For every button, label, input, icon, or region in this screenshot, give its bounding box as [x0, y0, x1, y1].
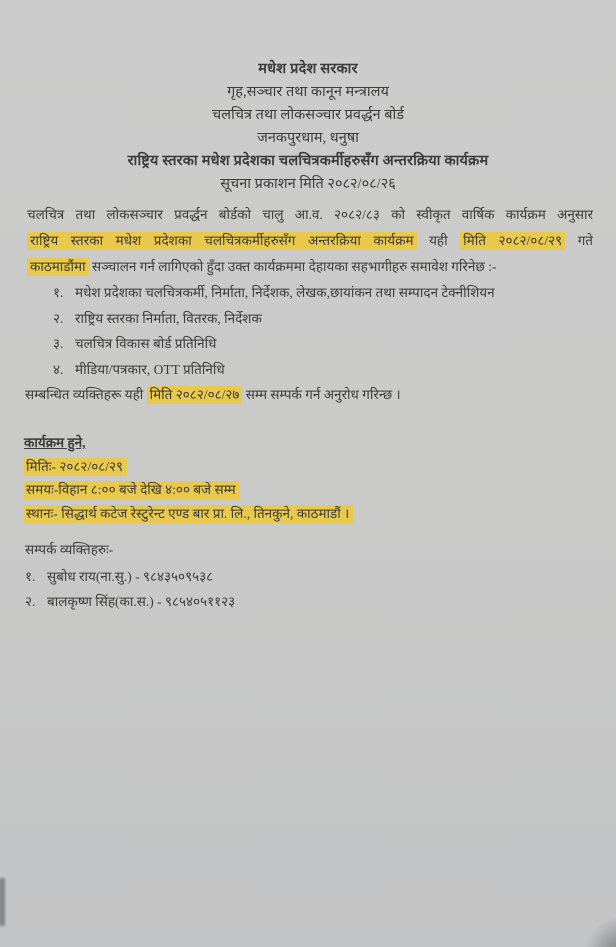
participants-list [53, 280, 598, 382]
list-item [53, 306, 598, 332]
government-name: मधेश प्रदेश सरकार [258, 61, 358, 77]
list-item-number: ४. [53, 361, 64, 377]
contact-deadline-note [25, 384, 600, 406]
notice-body-paragraph [27, 202, 593, 280]
ministry-name: गृह,सञ्चार तथा कानून मन्त्रालय [227, 84, 389, 100]
scan-page-shadow [96, 941, 616, 947]
list-item-text: मधेश प्रदेशका चलचित्रकर्मी, निर्माता, निर्देशक, लेखक,छायांकन तथा सम्पादन टेक्नीशियन [75, 285, 495, 300]
list-item-number: ३. [53, 336, 64, 351]
document-header [0, 58, 616, 196]
list-item [53, 357, 598, 383]
event-details-block [24, 431, 599, 525]
event-section-heading: कार्यक्रम हुने, [24, 435, 86, 450]
paragraph-line-2 [27, 228, 593, 254]
list-item [53, 280, 598, 306]
event-date-line: मितिः- २०८२/०८/२९ [24, 458, 127, 476]
paragraph-text: यही [429, 233, 448, 248]
paragraph-text: सञ्चालन गर्न लागिएको हुँदा उक्त कार्यक्रममा देहायका सहभागीहरु समावेश गरिनेछ :- [91, 259, 497, 274]
note-text: सम्म सम्पर्क गर्न अनुरोध गरिन्छ । [245, 387, 401, 402]
scan-edge-smudge [0, 878, 5, 926]
contacts-heading: सम्पर्क व्यक्तिहरुः- [25, 542, 114, 557]
notice-publish-date: सूचना प्रकाशन मिति २०८२/०८/२६ [220, 176, 396, 192]
list-item-text: चलचित्र विकास बोर्ड प्रतिनिधि [75, 336, 217, 351]
list-item-text: मीडिया/पत्रकार, OTT प्रतिनिधि [75, 361, 225, 377]
board-name: चलचित्र तथा लोकसञ्चार प्रवर्द्धन बोर्ड [211, 107, 404, 123]
highlighted-deadline-date: मिति २०८२/०८/२७ [147, 386, 243, 404]
event-time-line: समयः-विहान ८:०० बजे देखि ४:०० बजे सम्म [24, 481, 240, 499]
highlighted-program-name: राष्ट्रिय स्तरका मधेश प्रदेशका चलचित्रकर्मीहरुसँग अन्तरक्रिया कार्यक्रम [27, 232, 417, 250]
highlighted-event-date: मिति २०८२/०८/२९ [460, 232, 565, 250]
contact-name-phone: बालकृष्ण सिंह(का.स.) - ९८५४०५११२३ [47, 594, 236, 609]
note-text: सम्बन्धित व्यक्तिहरू यही [25, 387, 144, 402]
list-item [53, 331, 598, 357]
paragraph-line-3 [27, 254, 593, 280]
list-item-text: राष्ट्रिय स्तरका निर्माता, वितरक, निर्देशक [75, 310, 262, 326]
contact-number: १. [25, 569, 36, 584]
highlighted-venue-city: काठमाडौंमा [27, 258, 89, 276]
contact-person-row [25, 589, 525, 614]
event-venue-line: स्थानः- सिद्धार्थ कटेज रेस्टुरेन्ट एण्ड बार प्रा. लि., तिनकुने, काठमाडौं । [24, 505, 353, 523]
list-item-number: २. [53, 310, 64, 326]
list-item-number: १. [53, 285, 64, 300]
contact-number: २. [25, 594, 36, 609]
contact-name-phone: सुबोध राय(ना.सु.) - ९८४३५०९५३८ [47, 569, 214, 584]
board-location: जनकपुरधाम, धनुषा [257, 130, 359, 146]
paragraph-text: चलचित्र तथा लोकसञ्चार प्रवर्द्धन बोर्डको चालु आ.व. २०८२/८३ को स्वीकृत वार्षिक कार्यक्रम अनुसार [27, 207, 593, 222]
scan-corner-shade [584, 915, 616, 947]
contact-person-row [25, 564, 525, 589]
paragraph-text: गते [577, 233, 593, 248]
paragraph-line-1 [27, 202, 593, 228]
contact-persons-block [25, 537, 525, 614]
program-title: राष्ट्रिय स्तरका मधेश प्रदेशका चलचित्रकर्मीहरुसँग अन्तरक्रिया कार्यक्रम [127, 153, 489, 169]
